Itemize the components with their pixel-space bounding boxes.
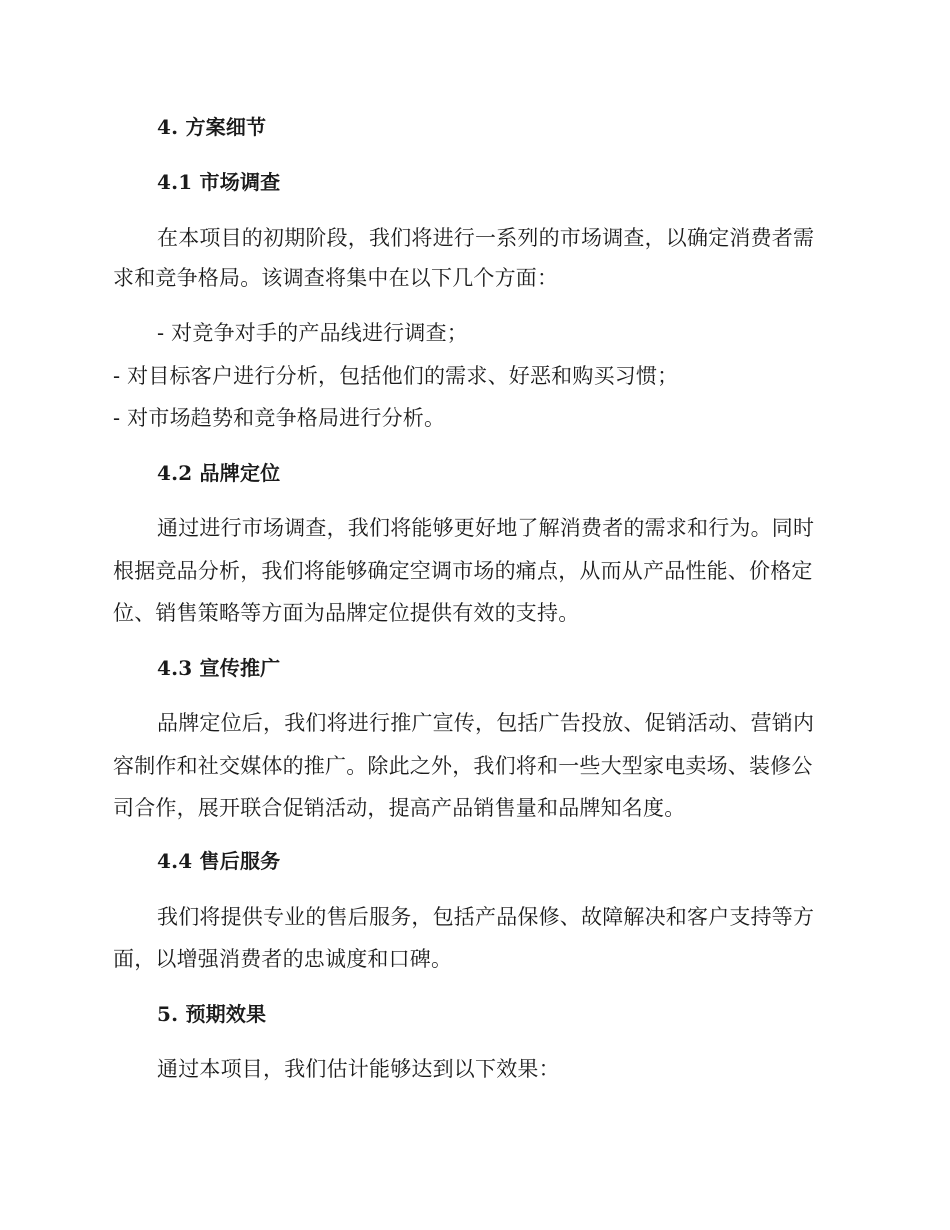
section-4-2-line-1: 通过进行市场调查，我们将能够更好地了解消费者的需求和行为。同时 [157, 516, 815, 540]
section-4-1-paragraph-line-2: 求和竞争格局。该调查将集中在以下几个方面： [113, 266, 559, 290]
section-4-4-heading: 4.4 售后服务 [157, 849, 281, 873]
bullet-item-customers: - 对目标客户进行分析，包括他们的需求、好恶和购买习惯； [113, 364, 679, 388]
section-4-3-line-2: 容制作和社交媒体的推广。除此之外，我们将和一些大型家电卖场、装修公 [113, 754, 813, 778]
section-4-2-heading: 4.2 品牌定位 [157, 461, 281, 485]
section-4-2-line-3: 位、销售策略等方面为品牌定位提供有效的支持。 [113, 601, 580, 625]
section-4-1-heading: 4.1 市场调查 [157, 170, 281, 194]
section-5-intro: 通过本项目，我们估计能够达到以下效果： [157, 1057, 560, 1081]
section-5-heading: 5. 预期效果 [157, 1002, 267, 1026]
section-4-3-heading: 4.3 宣传推广 [157, 656, 281, 680]
bullet-item-trends: - 对市场趋势和竞争格局进行分析。 [113, 406, 446, 430]
bullet-item-competitors: - 对竞争对手的产品线进行调查； [157, 321, 468, 345]
section-4-3-line-3: 司合作，展开联合促销活动，提高产品销售量和品牌知名度。 [113, 796, 686, 820]
section-4-4-line-1: 我们将提供专业的售后服务，包括产品保修、故障解决和客户支持等方 [157, 905, 815, 929]
section-4-3-line-1: 品牌定位后，我们将进行推广宣传，包括广告投放、促销活动、营销内 [157, 711, 815, 735]
section-4-1-paragraph-line-1: 在本项目的初期阶段，我们将进行一系列的市场调查，以确定消费者需 [157, 226, 815, 250]
section-4-2-line-2: 根据竞品分析，我们将能够确定空调市场的痛点，从而从产品性能、价格定 [113, 559, 813, 583]
section-4-4-line-2: 面，以增强消费者的忠诚度和口碑。 [113, 947, 453, 971]
section-4-heading: 4. 方案细节 [157, 115, 267, 139]
